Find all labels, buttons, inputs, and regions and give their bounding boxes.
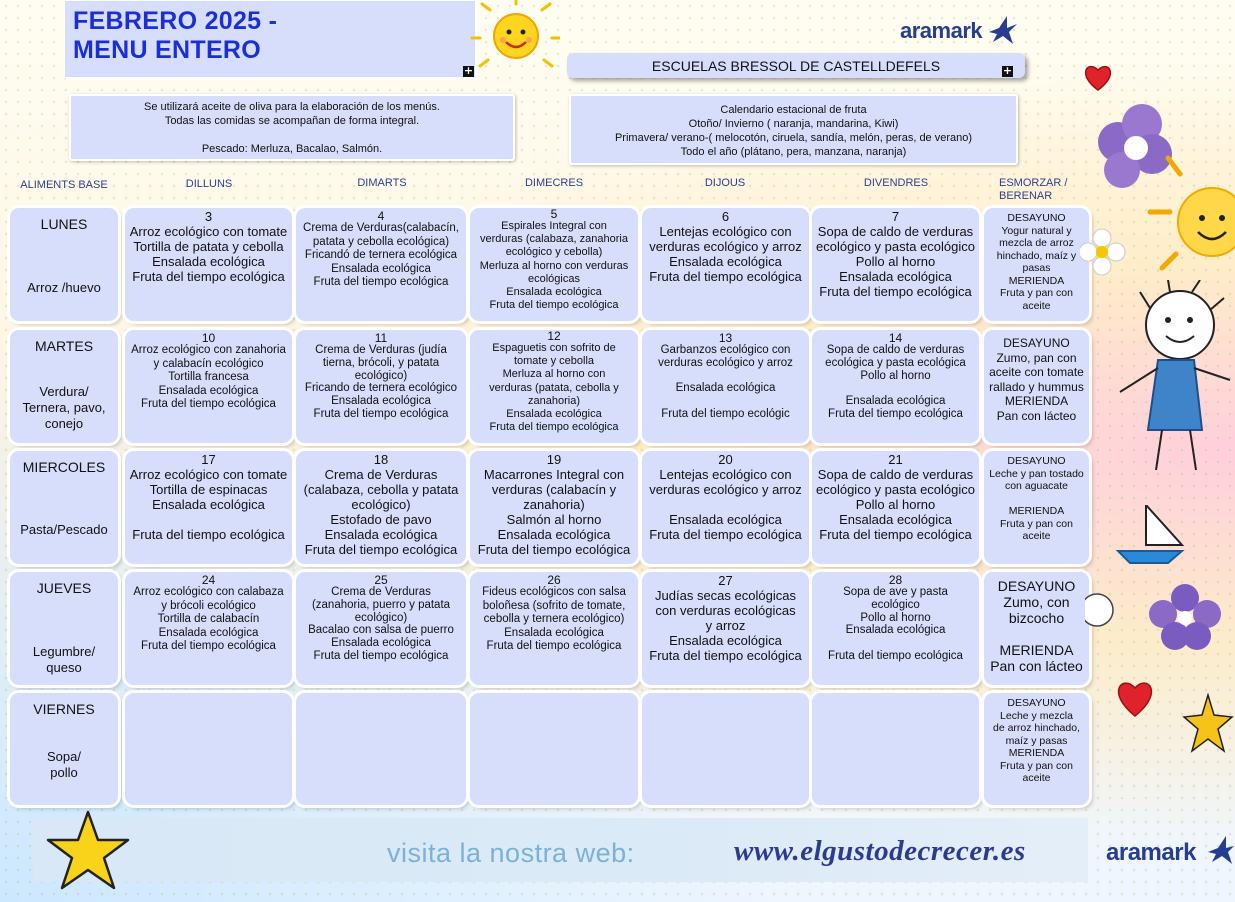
info-line: Todo el año (plátano, pera, manzana, naranja) — [680, 146, 907, 158]
menu-line: y arroz — [705, 618, 746, 633]
menu-cell — [296, 330, 466, 443]
menu-line: Leche y mezcla — [1000, 709, 1073, 722]
sun-drawing — [1150, 158, 1235, 268]
menu-cell — [296, 572, 466, 685]
food-base: Legumbre/ queso — [32, 644, 96, 675]
menu-line: Ensalada ecológica — [839, 512, 952, 527]
menu-line: Tortilla de espinacas — [149, 482, 268, 497]
info-line: Todas las comidas se acompañan de forma integral. — [164, 115, 420, 127]
menu-cell — [812, 693, 979, 805]
menu-line: aceite — [1022, 772, 1051, 784]
flower-icon — [1098, 104, 1172, 188]
date-number: 10 — [201, 331, 216, 345]
menu-line: Tortilla de patata y cebolla — [133, 239, 284, 254]
date-number: 6 — [721, 209, 730, 224]
date-number: 5 — [550, 208, 558, 221]
star-icon — [44, 808, 134, 894]
col-head-snack-l1: ESMORZAR / — [999, 177, 1068, 189]
menu-line: Fruta del tiempo ecológica — [828, 649, 963, 662]
expand-icon[interactable]: + — [463, 64, 474, 77]
heart-icon — [1086, 67, 1111, 90]
menu-cell — [470, 330, 638, 443]
menu-line: Sopa de caldo de verduras — [826, 344, 965, 356]
menu-line: ecológico — [871, 598, 920, 611]
day-name: JUEVES — [36, 580, 92, 596]
menu-line: ecológico y cebolla) — [505, 246, 603, 259]
menu-line: Fruta del tiempo ecológica — [649, 269, 802, 284]
menu-line: Ensalada ecológica — [158, 626, 259, 639]
day-cell — [10, 572, 118, 685]
menu-line: Zumo, con — [1003, 594, 1070, 610]
aramark-star-icon — [985, 14, 1019, 46]
menu-cell — [470, 451, 638, 564]
date-number: 12 — [547, 330, 561, 343]
menu-line: Pollo al horno — [860, 369, 931, 382]
menu-cell — [125, 451, 292, 564]
menu-line: con verduras ecológicas — [655, 603, 796, 618]
menu-line: Salmón al horno — [506, 512, 602, 527]
menu-line: Fruta del tiempo ecológica — [313, 649, 449, 662]
col-head-snack-l2: BERENAR — [999, 190, 1053, 202]
menu-line: Crema de Verduras (judía — [315, 344, 447, 356]
brand-text: aramark — [1106, 839, 1196, 866]
menu-line: Ensalada ecológica — [506, 408, 602, 421]
menu-line: Fruta del tiempo ecológica — [132, 269, 285, 284]
menu-line: Arroz ecológico con tomate — [129, 467, 288, 482]
menu-line: boloñesa (sofrito de tomate, — [482, 599, 626, 612]
menu-line: ecológico y pasta ecológico — [816, 239, 975, 254]
menu-line: Fruta del tiempo ecológica — [313, 407, 449, 420]
title-box — [64, 0, 476, 78]
col-head-wed: DIMECRES — [524, 177, 584, 189]
menu-line: verduras (calabaza, zanahoria — [480, 233, 628, 246]
menu-line — [814, 382, 977, 395]
snack-cell — [984, 208, 1089, 321]
menu-line: Macarrones Integral con — [483, 467, 625, 482]
menu-cell — [296, 208, 466, 321]
menu-line: Ensalada ecológica — [506, 286, 602, 299]
col-head-snack — [985, 177, 1095, 203]
brand-text: aramark — [900, 18, 983, 43]
menu-line: ecológico) — [354, 369, 408, 382]
menu-line: y calabacín ecológico — [153, 357, 264, 370]
menu-line: ecológica y pasta ecológica — [825, 356, 966, 369]
day-name: MIERCOLES — [22, 459, 106, 475]
menu-line: ecológico y pasta ecológico — [816, 482, 975, 497]
menu-line: Fruta y pan con — [1000, 287, 1073, 299]
day-name: LUNES — [40, 216, 88, 232]
menu-line: Ensalada ecológica — [331, 637, 431, 650]
food-base: Sopa/ pollo — [47, 749, 81, 780]
snack-cell — [984, 451, 1089, 564]
menu-line: Zumo, pan con — [996, 350, 1077, 365]
menu-line: Garbanzos ecológico con — [660, 344, 791, 356]
menu-line: Fruta del tiempo ecológica — [828, 407, 963, 420]
menu-line: tierna, brócoli, y patata — [322, 356, 440, 369]
menu-line: MERIENDA — [1008, 274, 1065, 287]
menu-line: Estofado de pavo — [330, 512, 432, 527]
menu-line: Lentejas ecológico con — [659, 467, 792, 482]
menu-line: MERIENDA — [1008, 505, 1065, 517]
menu-line — [814, 637, 977, 650]
menu-line: Yogur natural y — [1001, 224, 1072, 237]
menu-line: Ensalada ecológica — [845, 395, 946, 408]
menu-line: Fruta y pan con — [1000, 517, 1073, 530]
menu-line: maíz y pasas — [1005, 734, 1068, 747]
menu-line: Merluza al horno con verduras — [479, 259, 629, 272]
date-number: 19 — [546, 452, 562, 467]
menu-line: Arroz ecológico con zanahoria — [131, 344, 286, 356]
date-number: 27 — [718, 573, 733, 588]
menu-line: Espirales Integral con — [501, 220, 607, 232]
menu-line: Fruta del tiempo ecológica — [304, 542, 458, 557]
fruit-calendar — [569, 94, 1018, 165]
menu-line: Tortilla de calabacín — [157, 613, 260, 625]
day-cell — [10, 330, 118, 443]
flower-icon — [1080, 229, 1125, 275]
menu-line: de arroz hinchado, — [993, 722, 1080, 734]
menu-line: Judías secas ecológicas — [655, 588, 796, 603]
snack-cell — [984, 330, 1089, 443]
day-cell — [10, 693, 118, 805]
menu-line — [644, 370, 807, 383]
menu-line: hinchado, maíz y — [996, 249, 1077, 262]
menu-cell — [642, 330, 809, 443]
child-drawing — [1110, 280, 1235, 480]
menu-line: MERIENDA — [1008, 747, 1065, 759]
menu-line: pasas — [1022, 262, 1051, 274]
menu-line: Fruta del tiempo ecológica — [649, 527, 802, 542]
col-head-thu: DIJOUS — [704, 177, 746, 189]
menu-line: Arroz ecológico con calabaza — [133, 586, 284, 598]
menu-cell — [642, 208, 809, 321]
menu-line: (zanahoria, puerro y patata — [311, 598, 451, 611]
col-head-base: ALIMENTS BASE — [20, 179, 108, 191]
menu-line: verduras (patata, cebolla y — [489, 381, 619, 394]
menu-line: aceite — [1022, 299, 1051, 312]
menu-line: Pollo al horno — [855, 497, 936, 512]
menu-line: tomate y cebolla — [513, 355, 595, 368]
menu-line: Ensalada ecológica — [839, 269, 952, 284]
food-base: Verdura/ Ternera, pavo, conejo — [22, 384, 106, 431]
menu-line: Ensalada ecológica — [669, 254, 782, 269]
flower-icon — [1149, 584, 1221, 650]
menu-cell — [470, 693, 638, 805]
info-line: Calendario estacional de fruta — [720, 104, 867, 116]
menu-line: Fruta del tiempo ecológica — [489, 299, 619, 312]
menu-line: Ensalada ecológica — [158, 384, 259, 397]
menu-line: zanahoria) — [523, 497, 585, 512]
footer-lead: visita la nostra web: — [387, 838, 635, 868]
school-name: ESCUELAS BRESSOL DE CASTELLDEFELS — [567, 53, 1025, 78]
menu-line: Lentejas ecológico con — [659, 224, 792, 239]
menu-line: MERIENDA — [999, 642, 1074, 658]
menu-line: Fruta del tiempo ecológic — [661, 407, 790, 420]
menu-cell — [470, 572, 638, 685]
date-number: 20 — [718, 452, 733, 467]
menu-line: verduras (calabacín y — [491, 482, 617, 497]
menu-line: verduras ecológico y arroz — [649, 239, 802, 254]
menu-cell — [812, 451, 979, 564]
date-number: 3 — [204, 209, 213, 224]
date-number: 24 — [201, 573, 216, 587]
snack-cell — [984, 693, 1089, 805]
menu-line: DESAYUNO — [1007, 455, 1066, 467]
menu-line: Sopa de caldo de verduras — [817, 467, 974, 482]
menu-line: Fruta del tiempo ecológica — [132, 527, 285, 542]
menu-line: Pan con lácteo — [996, 408, 1077, 423]
menu-line: Fideus ecológicos con salsa — [482, 586, 626, 598]
expand-icon[interactable]: + — [1002, 64, 1013, 77]
menu-line: Crema de Verduras(calabacín, — [303, 222, 459, 234]
aramark-star-icon — [1206, 834, 1235, 868]
menu-line: Sopa de ave y pasta — [843, 586, 948, 598]
menu-line: Crema de Verduras — [331, 586, 431, 598]
menu-cell — [296, 693, 466, 805]
menu-cell — [125, 572, 292, 685]
menu-line: zanahoria) — [528, 394, 580, 407]
menu-line: bizcocho — [1008, 610, 1065, 626]
menu-line — [986, 626, 1087, 642]
menu-line: Fruta del tiempo ecológica — [819, 284, 972, 299]
menu-line: Ensalada ecológica — [669, 512, 782, 527]
menu-line — [644, 497, 807, 512]
menu-cell — [812, 572, 979, 685]
menu-line: aceite — [1022, 530, 1051, 542]
menu-line: Crema de Verduras — [324, 467, 438, 482]
menu-line: Fruta del tiempo ecológica — [489, 421, 619, 434]
menu-cell — [470, 208, 638, 321]
menu-line: cebolla y ternera ecológico) — [483, 613, 625, 625]
heart-icon — [1119, 683, 1152, 716]
menu-line: Fruta del tiempo ecológica — [141, 640, 276, 652]
col-head-tue: DIMARTS — [357, 177, 407, 189]
food-base: Arroz /huevo — [27, 280, 101, 295]
menu-line: Fruta del tiempo ecológica — [477, 542, 631, 557]
menu-line: Ensalada ecológica — [845, 624, 946, 637]
date-number: 17 — [201, 452, 216, 467]
info-line — [71, 128, 513, 142]
menu-line: Ensalada ecológica — [497, 527, 611, 542]
menu-line: ecológicas — [528, 272, 580, 285]
date-number: 4 — [377, 209, 385, 223]
menu-line: Bacalao con salsa de puerro — [308, 624, 454, 637]
menu-line — [127, 512, 290, 527]
date-number: 26 — [547, 573, 561, 587]
date-number: 18 — [373, 452, 389, 467]
menu-line: Ensalada ecológica — [331, 395, 431, 408]
snack-cell — [984, 572, 1089, 685]
star-icon — [1182, 693, 1234, 755]
menu-line: DESAYUNO — [1003, 336, 1070, 350]
menu-line: Leche y pan tostado — [989, 467, 1084, 480]
menu-line: Ensalada ecológica — [152, 254, 265, 269]
menu-line: DESAYUNO — [997, 578, 1076, 594]
col-head-fri: DIVENDRES — [863, 177, 929, 189]
menu-line: DESAYUNO — [1007, 697, 1066, 709]
aramark-logo — [1106, 839, 1196, 867]
day-name: VIERNES — [33, 701, 95, 717]
aramark-logo — [900, 18, 982, 44]
menu-line: Fruta del tiempo ecológica — [649, 648, 802, 663]
menu-line: Ensalada ecológica — [324, 527, 438, 542]
menu-line: Sopa de caldo de verduras — [817, 224, 974, 239]
info-line: Primavera/ verano-( melocotón, ciruela, sandía, melón, peras, de verano) — [614, 132, 973, 144]
menu-line: y brócoli ecológico — [161, 599, 256, 612]
date-number: 7 — [891, 209, 900, 224]
menu-line — [644, 395, 807, 408]
info-notes — [69, 94, 515, 161]
day-cell — [10, 451, 118, 564]
menu-line: Pan con lácteo — [990, 658, 1083, 674]
menu-cell — [812, 208, 979, 321]
menu-cell — [125, 693, 292, 805]
menu-line: Fricandó de ternera ecológica — [304, 249, 458, 261]
menu-cell — [642, 451, 809, 564]
menu-line: Merluza al horno con — [502, 368, 606, 381]
menu-line: MERIENDA — [1004, 394, 1069, 408]
menu-line: Espaguetis con sofrito de — [492, 342, 616, 354]
sun-drawing — [470, 0, 560, 68]
menu-line: mezcla de arroz — [999, 237, 1074, 249]
food-base: Pasta/Pescado — [20, 522, 108, 537]
menu-line: verduras ecológico y arroz — [658, 356, 793, 369]
date-number: 11 — [374, 331, 388, 345]
date-number: 21 — [888, 452, 903, 467]
boat-icon — [1116, 505, 1186, 565]
menu-line: Fruta del tiempo ecológica — [313, 276, 449, 288]
date-number: 28 — [888, 573, 903, 587]
menu-cell — [642, 572, 809, 685]
info-line: Se utilizará aceite de oliva para la elaboración de los menús. — [144, 101, 440, 113]
menu-cell — [642, 693, 809, 805]
info-line: Otoño/ Invierno ( naranja, mandarina, Kiwi) — [688, 118, 899, 130]
menu-line: Ensalada ecológica — [331, 262, 431, 275]
info-line: Pescado: Merluza, Bacalao, Salmón. — [201, 143, 383, 155]
menu-line: Pollo al horno — [855, 254, 936, 269]
menu-line — [986, 493, 1087, 506]
menu-line: Fruta del tiempo ecológica — [141, 398, 276, 410]
menu-line: Tortilla francesa — [168, 371, 249, 383]
title-line-1: FEBRERO 2025 - — [73, 7, 278, 35]
menu-line: rallado y hummus — [989, 379, 1084, 394]
menu-line: Arroz ecológico con tomate — [129, 224, 288, 239]
day-cell — [10, 208, 118, 321]
menu-line: aceite con tomate — [989, 365, 1084, 379]
menu-cell — [125, 208, 292, 321]
menu-line: Ensalada ecológica — [675, 382, 776, 395]
menu-line: Fruta y pan con — [1000, 759, 1073, 772]
menu-line: ecológico) — [351, 497, 411, 512]
date-number: 13 — [718, 331, 733, 345]
menu-line: Fruta del tiempo ecológica — [486, 640, 622, 652]
date-number: 25 — [374, 573, 388, 587]
menu-line: patata y cebolla ecológica) — [312, 235, 450, 248]
col-head-mon: DILLUNS — [185, 178, 233, 190]
menu-cell — [296, 451, 466, 564]
title-line-2: MENU ENTERO — [73, 36, 262, 64]
menu-line: Pollo al horno — [860, 611, 931, 624]
menu-cell — [125, 330, 292, 443]
menu-line: verduras ecológico y arroz — [649, 482, 802, 497]
menu-line: Fruta del tiempo ecológica — [819, 527, 972, 542]
menu-line: Fricando de ternera ecológico — [304, 382, 458, 395]
menu-line: Ensalada ecológica — [669, 633, 782, 648]
menu-line: Ensalada ecológica — [152, 497, 265, 512]
day-name: MARTES — [34, 338, 94, 354]
menu-line: con aguacate — [1004, 480, 1069, 492]
menu-line: Ensalada ecológica — [504, 626, 604, 639]
menu-cell — [812, 330, 979, 443]
website-link[interactable]: www.elgustodecrecer.es — [734, 835, 1026, 867]
menu-line: ecológico) — [354, 611, 408, 624]
date-number: 14 — [888, 331, 903, 345]
menu-line: DESAYUNO — [1007, 212, 1066, 224]
menu-line: (calabaza, cebolla y patata — [303, 482, 459, 497]
